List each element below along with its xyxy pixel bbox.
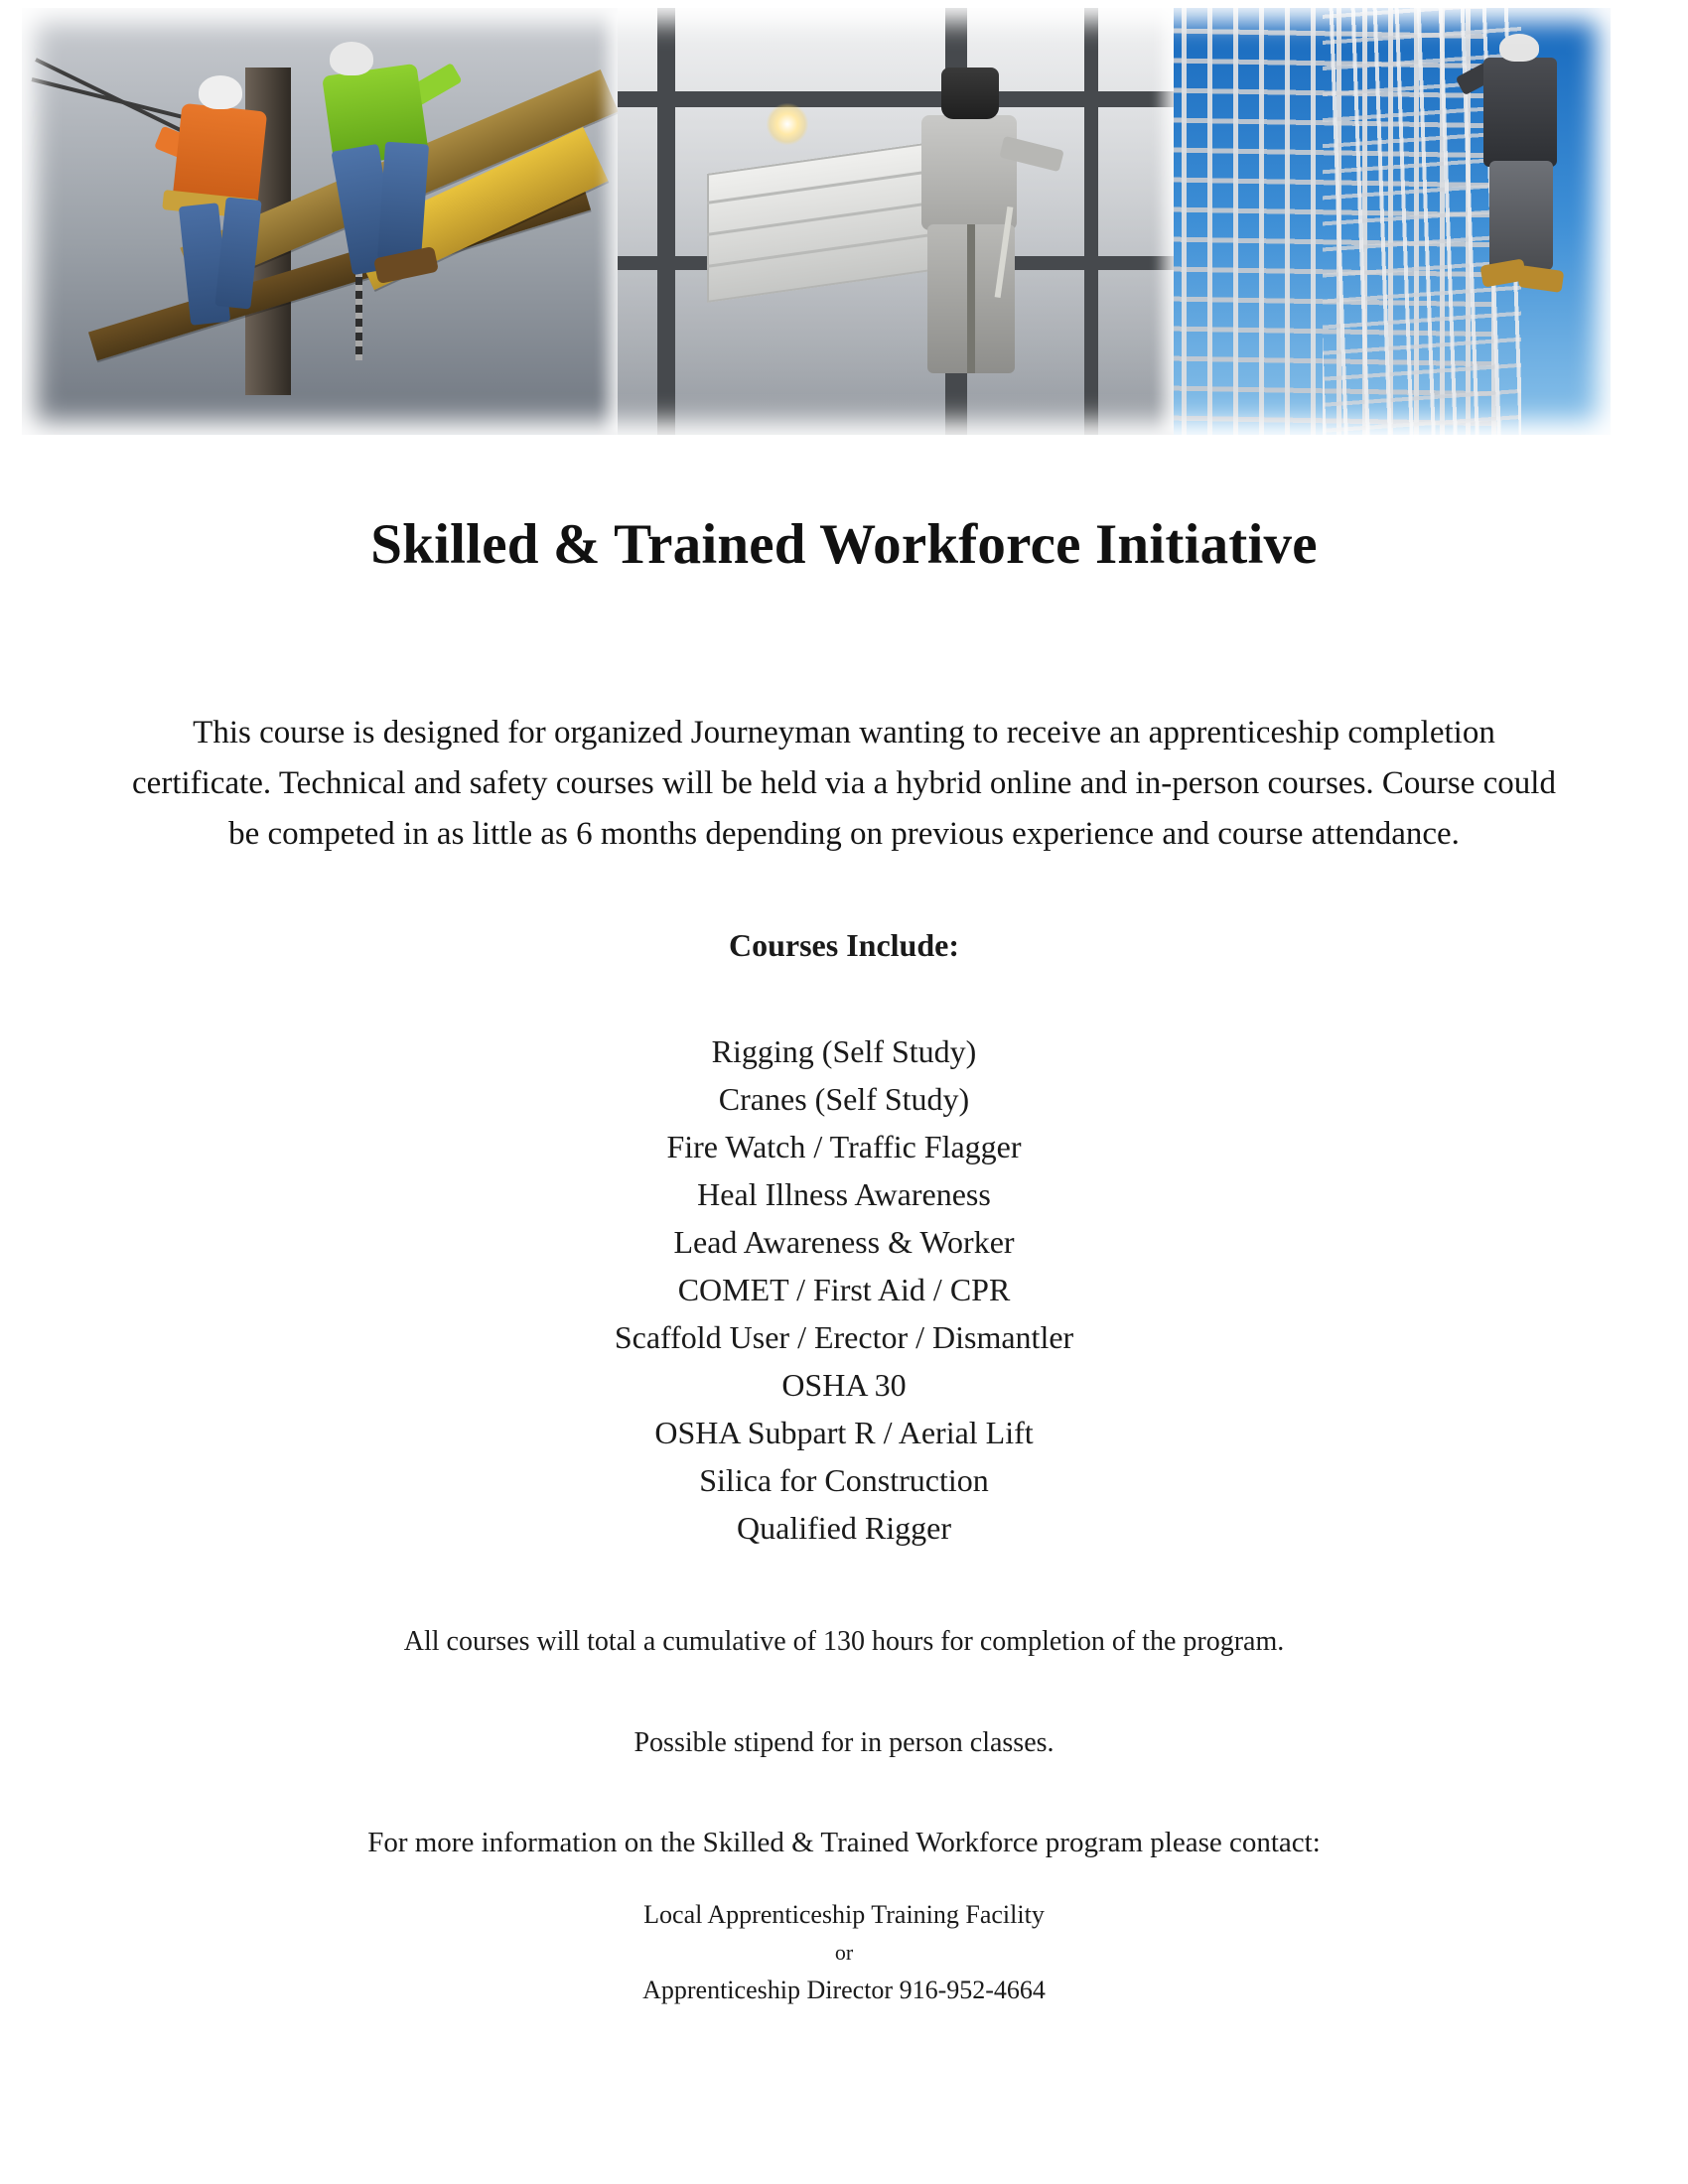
list-item: Rigging (Self Study): [711, 1033, 977, 1069]
contact-facility: Local Apprenticeship Training Facility: [643, 1900, 1045, 1929]
welder-photo: [618, 8, 1174, 435]
contact-director: Apprenticeship Director 916-952-4664: [642, 1976, 1046, 2004]
hard-hat-icon: [199, 75, 242, 109]
contact-lead-text: For more information on the Skilled & Trained Workforce program please contact:: [367, 1827, 1321, 1858]
list-item: Qualified Rigger: [737, 1510, 951, 1546]
header-photo-banner: [22, 8, 1611, 435]
welder-figure: [906, 58, 1074, 385]
ironworkers-photo: [22, 8, 618, 435]
worker-legs: [1489, 161, 1553, 270]
welding-spark-icon: [767, 103, 808, 145]
worker-torso: [921, 115, 1017, 230]
worker-leg-split: [967, 224, 975, 373]
work-boot: [1518, 265, 1565, 293]
page-title: Skilled & Trained Workforce Initiative: [370, 513, 1318, 577]
list-item: OSHA 30: [781, 1367, 907, 1403]
list-item: Silica for Construction: [699, 1462, 989, 1498]
hard-hat-icon: [330, 42, 373, 75]
list-item: OSHA Subpart R / Aerial Lift: [654, 1415, 1034, 1450]
intro-paragraph: This course is designed for organized Journeyman wanting to receive an apprenticeship completion certificate. Technical and safety courses will be held via a hybrid online and in-person courses. Course could be competed in as little as 6 months depending on previous experience and course attendance.: [132, 715, 1556, 852]
welding-hood-icon: [941, 68, 999, 119]
list-item: COMET / First Aid / CPR: [677, 1272, 1011, 1307]
courses-list: [0, 1027, 1688, 1552]
list-item: Heal Illness Awareness: [697, 1176, 991, 1212]
contact-block: [0, 1896, 1688, 2009]
total-hours-note: All courses will total a cumulative of 130 hours for completion of the program.: [403, 1626, 1285, 1657]
worker-torso: [1483, 58, 1557, 167]
rebar-climber-photo: [1174, 8, 1611, 435]
list-item: Fire Watch / Traffic Flagger: [666, 1129, 1022, 1164]
list-item: Lead Awareness & Worker: [673, 1224, 1015, 1260]
contact-separator: or: [834, 1940, 854, 1965]
frame-post: [1084, 8, 1098, 435]
courses-heading: Courses Include:: [728, 927, 959, 963]
climbing-worker-figure: [1458, 34, 1577, 312]
stipend-note: Possible stipend for in person classes.: [633, 1727, 1055, 1758]
worker-figure: [320, 18, 479, 296]
banner-panels: [22, 8, 1611, 435]
hard-hat-icon: [1499, 34, 1539, 62]
worker-leg: [377, 142, 429, 262]
frame-post: [657, 8, 675, 435]
list-item: Scaffold User / Erector / Dismantler: [614, 1319, 1074, 1355]
list-item: Cranes (Self Study): [718, 1081, 970, 1117]
worker-figure: [141, 68, 290, 345]
